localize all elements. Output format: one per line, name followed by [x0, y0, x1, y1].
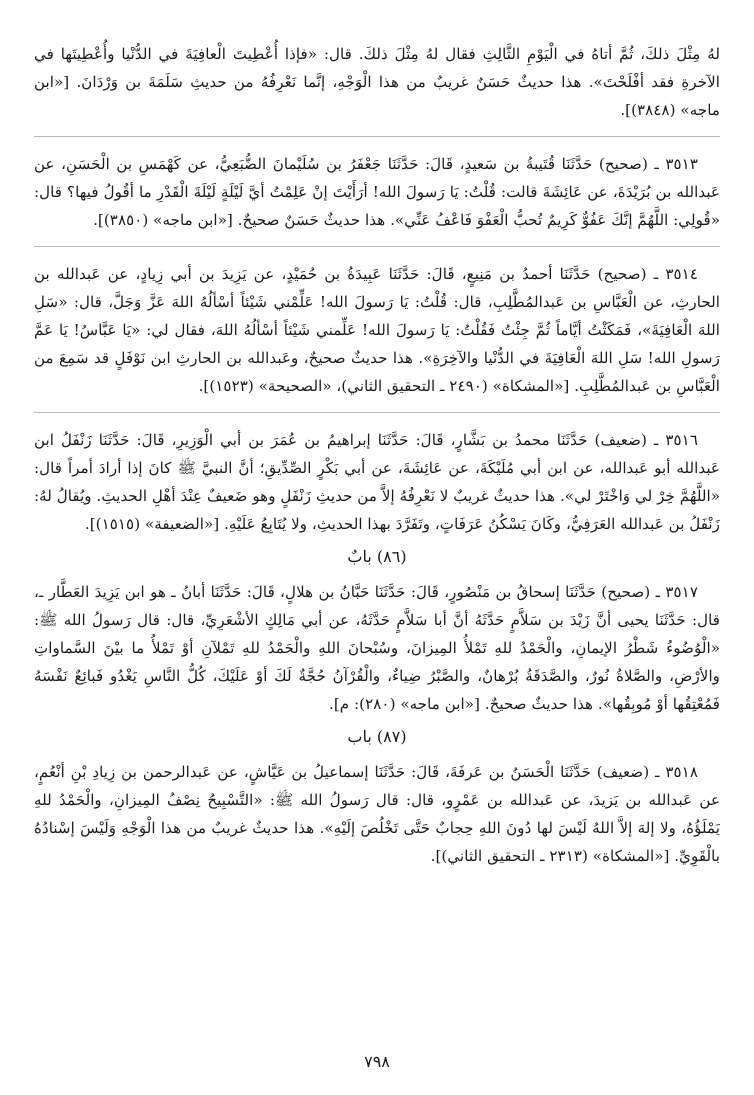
hadith-3518: ٣٥١٨ ـ (ضعيف) حَدَّثَنَا الْحَسَنُ بن عَرفَةَ، قَالَ: حَدَّثَنَا إسماعيلُ بن عَيَّاشٍ، عن عَبدالرحمن بن زِيادِ بْنِ أنْعُمٍ، عن عَبدالله بن يَزيدَ، عن عَبدالله بن عَمْرٍو، قال: قال رَسولُ الله ﷺ: «التَّسْبِيحُ نِصْفُ المِيزانِ، والْحَمْدُ للهِ يَمْلَؤُهُ، ولا إلهَ إلاَّ اللهُ لَيْسَ لها دُونَ اللهِ حِجابٌ حَتَّى تَخْلُصَ إلَيْهِ». هذا حديثٌ غريبٌ من هذا الْوَجْهِ وَلَيْسَ إسْنادُهُ بالْقَوِيِّ. [«المشكاة» (٢٣١٣ ـ التحقيق الثاني)].	[34, 763, 720, 865]
divider	[34, 412, 720, 413]
divider	[34, 246, 720, 247]
hadith-3516: ٣٥١٦ ـ (ضعيف) حَدَّثَنَا محمدُ بن بَشَّارٍ، قَالَ: حَدَّثَنَا إبراهيمُ بن عُمَرَ بن أبي الْوَزِيرِ، قَالَ: حَدَّثَنَا زَنْفَلُ ابن عَبدالله أبو عَبدالله، عن ابن أبي مُلَيْكَةَ، عن عَائِشَةَ، عن أبي بَكْرٍ الصِّدِّيقِ؛ أنَّ النبيَّ ﷺ كانَ إذا أرادَ أمراً قال: «اللَّهُمَّ خِرْ لي وَاخْتَرْ لي». هذا حديثٌ غريبٌ لا نَعْرِفُهُ إلاَّ من حديثِ زَنْفَلٍ وهو ضَعيفٌ عِنْدَ أهْلِ الحديثِ. ويُقالُ لهُ: زَنْفَلُ بن عَبدالله العَرَفِيُّ، وكَانَ يَسْكُنُ عَرَفَاتٍ، وتَفَرَّدَ بهذا الحديثِ، ولا يُتَابِعُ عَلَيْهِ. [«الضعيفة» (١٥١٥)].	[34, 431, 721, 533]
hadith-3513: ٣٥١٣ ـ (صحيح) حَدَّثَنَا قُتَيبةُ بن سَعيدٍ، قَالَ: حَدَّثَنَا جَعْفَرُ بن سُلَيْمانَ الضُّبَعِيُّ، عن كَهْمَسِ بن الْحَسَنِ، عن عَبدالله بن بُرَيْدَةَ، عن عَائِشَةَ قالت: قُلْتُ: يَا رَسولَ الله! أرَأَيْتَ إنْ عَلِمْتُ أيَّ لَيْلَةٍ لَيْلَةَ الْقَدْرِ ما أقُولُ فيها؟ قال: «قُولِي: اللَّهُمَّ إنَّكَ عَفُوٌّ كَرِيمٌ تُحبُّ الْعَفْوَ فَاعْفُ عَنِّي». هذا حديثٌ حَسَنٌ صحيحٌ. [«ابن ماجه» (٣٨٥٠)].	[34, 155, 720, 229]
chapter-heading-86: (٨٦) بابٌ	[347, 547, 407, 566]
divider	[34, 136, 720, 137]
hadith-3517: ٣٥١٧ ـ (صحيح) حَدَّثَنَا إسحاقُ بن مَنْصُورٍ، قَالَ: حَدَّثَنَا حَبَّانُ بن هلالٍ، قَالَ: حَدَّثَنَا أبانُ ـ هو ابن يَزِيدَ العَطَّار ـ، قال: حَدَّثَنَا يحيى أنَّ زَيْدَ بن سَلاَّمٍ حَدَّثَهُ أنَّ أبا سَلاَّمٍ حَدَّثَهُ، عن أبي مَالِكٍ الأشْعَرِيِّ، قال: قال رَسولُ الله ﷺ: «الْوُضُوءُ شَطْرُ الإيمانِ، والْحَمْدُ للهِ تَمْلأُ المِيزانَ، وسُبْحانَ اللهِ والْحَمْدُ للهِ تَمْلآنِ أوْ تَمْلأُ ما بيْنَ السَّماواتِ والأرْضِ، والصَّلاةُ نُورٌ، والصَّدَقَةُ بُرْهانٌ، والصَّبْرُ ضِياءٌ، والْقُرْآنُ حُجَّةٌ لَكَ أوْ عَلَيْكَ، كُلُّ النَّاسِ يَغْدُو فَبائِعٌ نَفْسَهُ فَمُعْتِقُها أوْ مُوبِقُها». هذا حديثٌ صحيحٌ. [«ابن ماجه» (٢٨٠): م].	[34, 583, 720, 713]
page-number: ٧٩٨	[364, 1052, 390, 1071]
chapter-heading-87: (٨٧) باب	[347, 727, 407, 746]
hadith-3514: ٣٥١٤ ـ (صحيح) حَدَّثَنَا أحمدُ بن مَنِيعٍ، قَالَ: حَدَّثَنَا عَبِيدَةُ بن حُمَيْدٍ، عن يَزِيدَ بن أبي زِيادٍ، عن عَبدالله بن الحارثِ، عن الْعَبَّاسِ بن عَبدالمُطَّلِبِ، قال: قُلْتُ: يَا رَسولَ الله! عَلِّمْني شَيْئاً أسْألُهُ اللهَ عَزَّ وَجَلَّ، قال: «سَلِ اللهَ الْعَافِيَةَ»، فَمَكَثْتُ أيَّاماً ثُمَّ جِئْتُ فَقُلْتُ: يَا رَسولَ الله! عَلِّمني شَيْئاً أسْألُهُ اللهَ، فقال لي: «يَا عَبَّاسُ! يَا عَمَّ رَسولِ الله! سَلِ اللهَ الْعَافِيَةَ في الدُّنْيا والآخِرَةِ». هذا حديثٌ صحيحٌ، وعَبدالله بن الحارثِ ابن نَوْفَلٍ قد سَمِعَ من الْعَبَّاسِ بن عَبدالمُطَّلِبِ. [«المشكاة» (٢٤٩٠ ـ التحقيق الثاني)، «الصحيحة» (١٥٢٣)].	[34, 265, 720, 395]
paragraph-continuation: لهُ مِثْلَ ذلكَ، ثُمَّ أتاهُ في الْيَوْمِ الثَّالِثِ فقال لهُ مِثْلَ ذلكَ. قال: «فإذا أُعْطِيتَ الْعافِيَةَ في الدُّنْيا وأُعْطِيتَها في الآخرةِ فقد أفْلَحْتَ». هذا حديثٌ حَسَنٌ غريبٌ من هذا الْوَجْهِ، إنَّما نَعْرِفُهُ من حديثِ سَلَمَةَ بن وَرْدَانَ. [«ابن ماجه» (٣٨٤٨)].	[34, 45, 720, 119]
